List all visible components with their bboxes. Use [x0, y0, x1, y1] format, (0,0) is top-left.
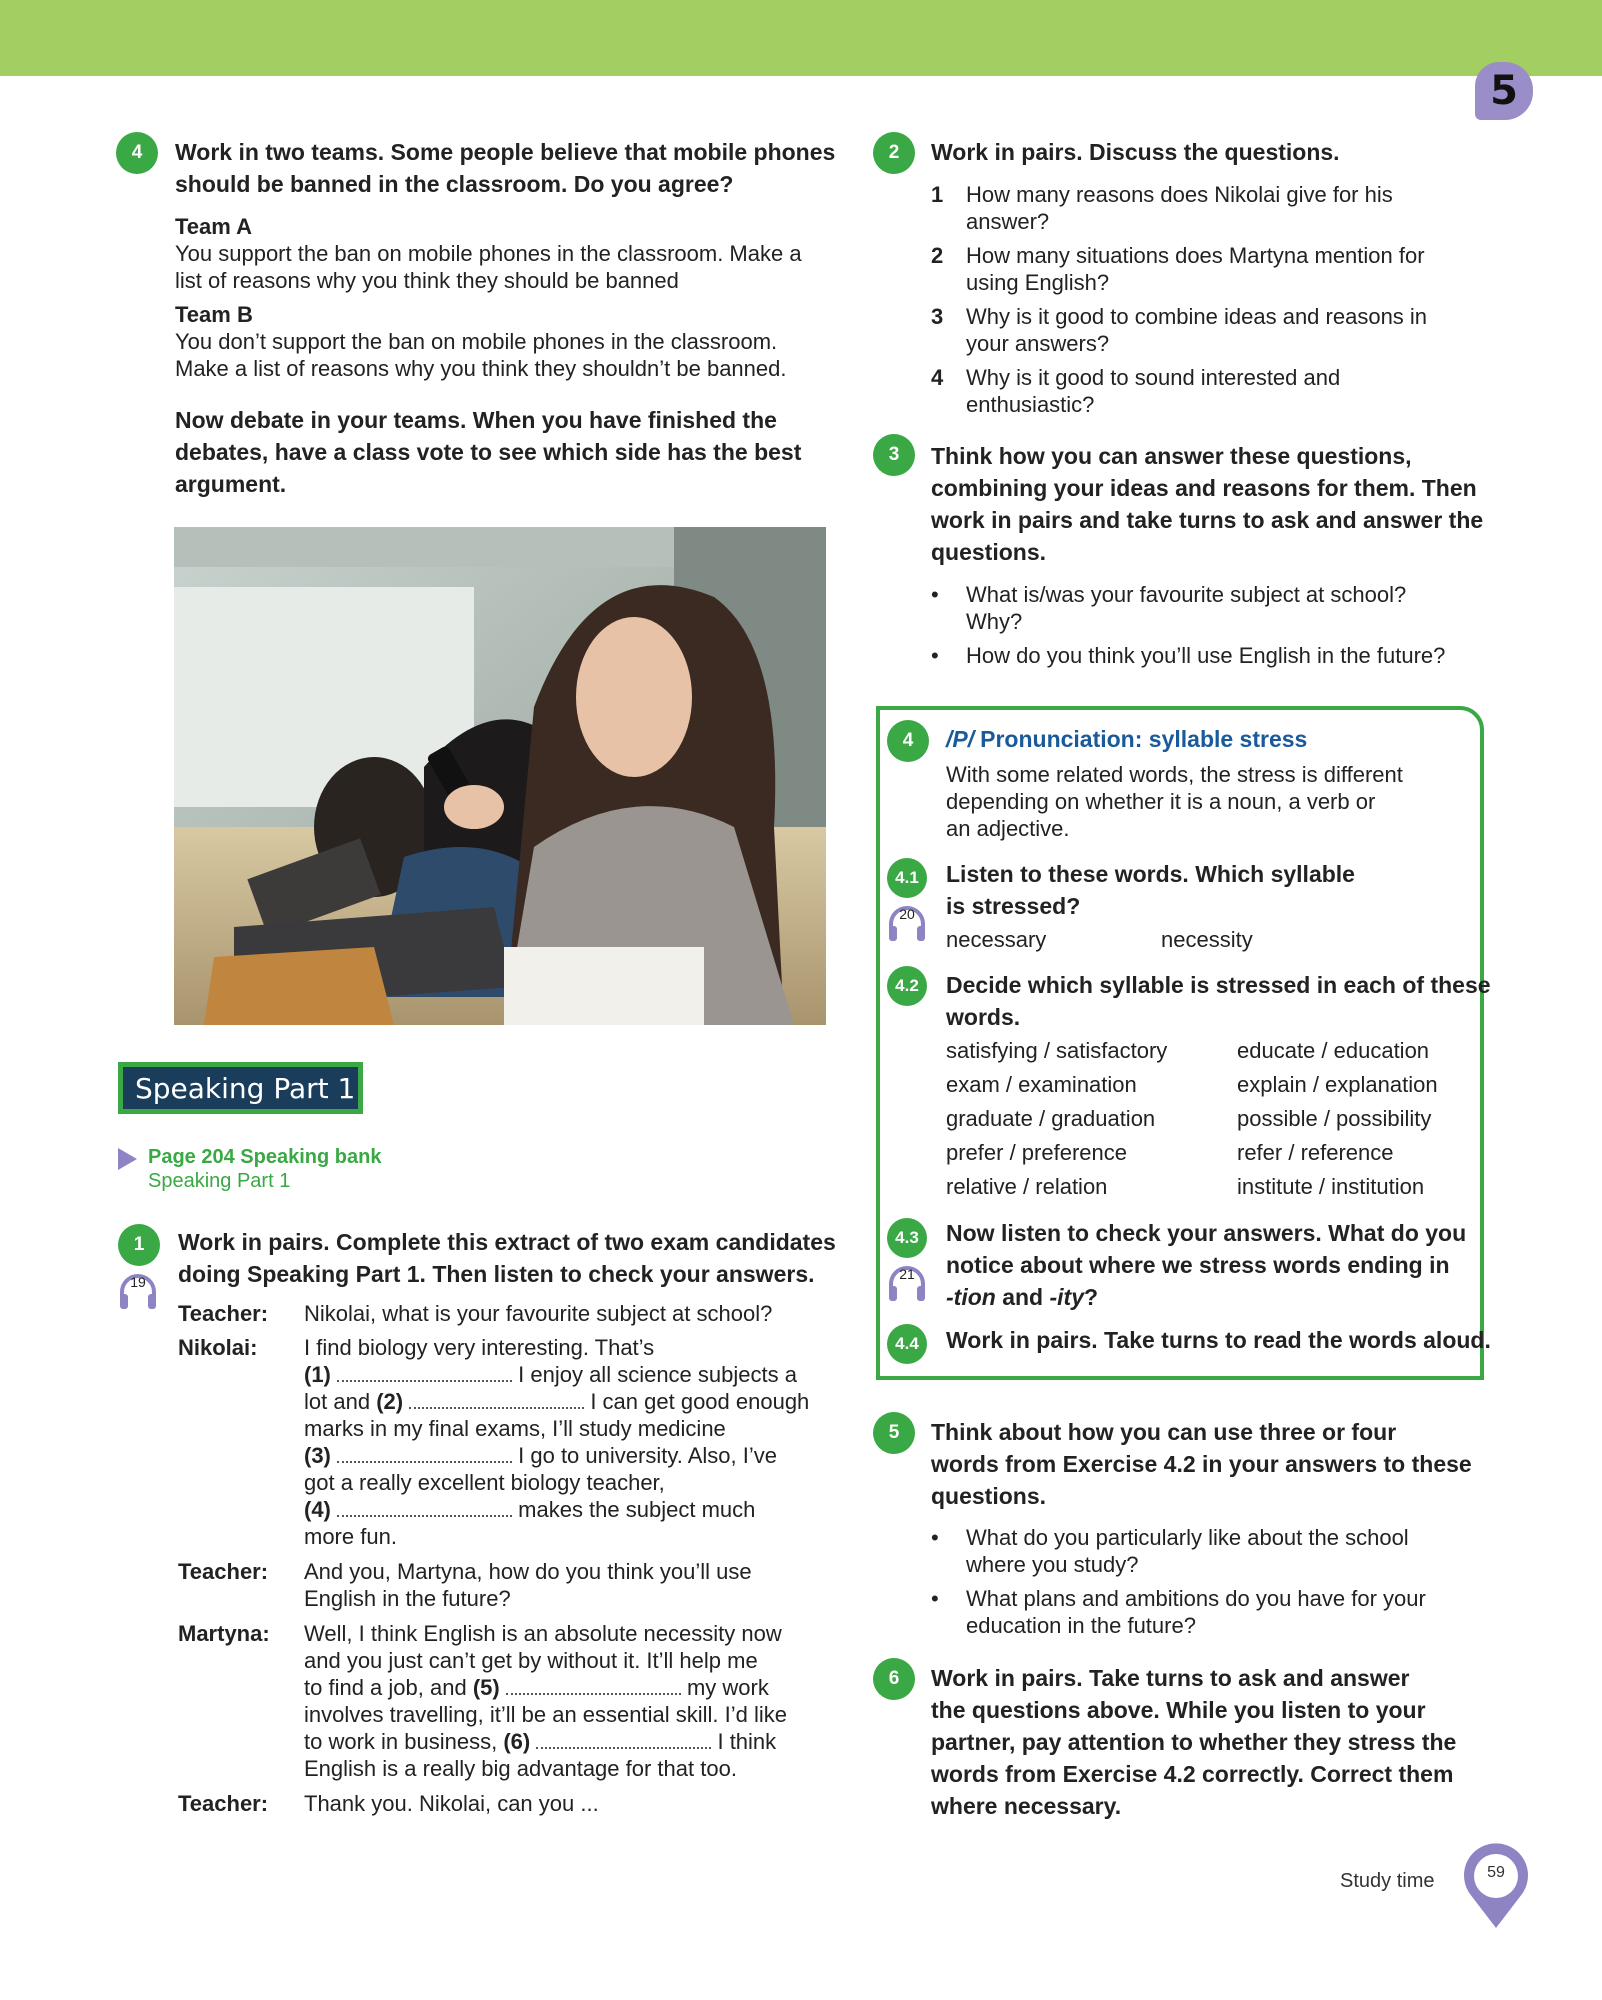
- subexercise-heading: Listen to these words. Which syllable: [946, 861, 1355, 887]
- top-color-bar: [0, 0, 1602, 76]
- word-pair: relative / relation: [946, 1174, 1108, 1199]
- pronunciation-intro: depending on whether it is a noun, a verb or: [946, 789, 1376, 814]
- dialogue-line: [304, 1496, 755, 1523]
- debate-instruction: Now debate in your teams. When you have finished the: [175, 407, 777, 433]
- team-a-text: list of reasons why you think they should be banned: [175, 268, 679, 293]
- gap-number: (6): [503, 1729, 531, 1754]
- exercise-number: 4: [116, 132, 158, 174]
- page-number: 59: [1487, 1864, 1505, 1881]
- team-b-label: Team B: [175, 302, 253, 327]
- dialogue-text: I enjoy all science subjects a: [518, 1362, 797, 1387]
- word-pair: explain / explanation: [1237, 1072, 1438, 1097]
- subexercise-heading: words.: [946, 1004, 1021, 1030]
- audio-track-number: 19: [130, 1274, 146, 1290]
- suffix-connector: and: [1002, 1284, 1044, 1310]
- bullet-question: What plans and ambitions do you have for your: [966, 1586, 1426, 1611]
- exercise-number: 5: [873, 1412, 915, 1454]
- pronunciation-intro: With some related words, the stress is different: [946, 762, 1403, 787]
- word-pair: graduate / graduation: [946, 1106, 1156, 1131]
- exercise-heading: Think about how you can use three or four: [931, 1419, 1397, 1445]
- suffix-text: -ity: [1049, 1284, 1084, 1310]
- question-number: 3: [931, 304, 944, 329]
- footer-label: Study time: [1340, 1870, 1435, 1892]
- dialogue-line: Thank you. Nikolai, can you ...: [304, 1791, 599, 1816]
- speaking-bank-link[interactable]: Page 204 Speaking bank: [148, 1146, 382, 1168]
- question-text: How many situations does Martyna mention for: [966, 243, 1425, 268]
- bullet-question: How do you think you’ll use English in the future?: [966, 643, 1446, 668]
- exercise-heading: Work in two teams. Some people believe that mobile phones: [175, 139, 836, 165]
- speaker-label: Martyna:: [178, 1621, 270, 1646]
- speaker-label: Nikolai:: [178, 1335, 258, 1360]
- bullet-question: education in the future?: [966, 1613, 1196, 1638]
- gap-number: (2): [376, 1389, 404, 1414]
- pronunciation-title-text: Pronunciation: syllable stress: [980, 726, 1308, 752]
- play-arrow-icon: [118, 1148, 137, 1170]
- exercise-number: 1: [118, 1224, 160, 1266]
- dialogue-line: English is a really big advantage for that too.: [304, 1756, 737, 1781]
- audio-track-number: 20: [899, 906, 915, 922]
- word-pair: prefer / preference: [946, 1140, 1127, 1165]
- exercise-heading: where necessary.: [931, 1793, 1122, 1819]
- exercise-heading: Work in pairs. Take turns to ask and answer: [931, 1665, 1410, 1691]
- speaker-label: Teacher:: [178, 1559, 269, 1584]
- exercise-number: 2: [873, 132, 915, 174]
- subexercise-heading: Decide which syllable is stressed in each of these: [946, 972, 1491, 998]
- exercise-heading: Work in pairs. Complete this extract of two exam candidates: [178, 1229, 836, 1255]
- pronunciation-title: [946, 726, 1307, 753]
- bullet-question: Why?: [966, 609, 1023, 634]
- gap-number: (1): [304, 1362, 331, 1387]
- question-number: 1: [931, 182, 944, 207]
- subexercise-number: 4.4: [887, 1324, 927, 1364]
- bullet-icon: •: [931, 643, 939, 668]
- section-title: Speaking Part 1: [118, 1062, 363, 1114]
- stress-word: necessity: [1161, 927, 1253, 952]
- speaker-label: Teacher:: [178, 1301, 269, 1326]
- word-pair: satisfying / satisfactory: [946, 1038, 1168, 1063]
- dialogue-text: my work: [686, 1675, 769, 1700]
- dialogue-text: I go to university. Also, I’ve: [518, 1443, 777, 1468]
- team-b-text: You don’t support the ban on mobile phones in the classroom.: [175, 329, 778, 354]
- dialogue-line: [304, 1388, 809, 1415]
- question-text: your answers?: [966, 331, 1110, 356]
- debate-instruction: debates, have a class vote to see which side has the best: [175, 439, 802, 465]
- dialogue-text: to work in business,: [304, 1729, 498, 1754]
- dialogue-text: to find a job, and: [304, 1675, 467, 1700]
- dialogue-line: [304, 1728, 776, 1755]
- question-text: enthusiastic?: [966, 392, 1095, 417]
- bullet-icon: •: [931, 1586, 939, 1611]
- word-pair: possible / possibility: [1237, 1106, 1432, 1131]
- exercise-heading: Think how you can answer these questions,: [931, 443, 1412, 469]
- exercise-heading: combining your ideas and reasons for them. Then: [931, 475, 1477, 501]
- dialogue-line: I find biology very interesting. That’s: [304, 1335, 655, 1360]
- subexercise-heading: Work in pairs. Take turns to read the words aloud.: [946, 1327, 1491, 1353]
- question-mark: ?: [1083, 1284, 1099, 1310]
- subexercise-number: 4.3: [887, 1218, 927, 1258]
- gap-number: (5): [472, 1675, 500, 1700]
- audio-track-number: 21: [899, 1266, 915, 1282]
- exercise-heading: work in pairs and take turns to ask and answer the: [931, 507, 1484, 533]
- exercise-heading: words from Exercise 4.2 in your answers to these: [931, 1451, 1472, 1477]
- dialogue-text: I think: [717, 1729, 777, 1754]
- word-pair: institute / institution: [1237, 1174, 1425, 1199]
- question-number: 2: [931, 243, 944, 268]
- gap-number: (4): [304, 1497, 331, 1522]
- dialogue-line: Well, I think English is an absolute necessity now: [304, 1621, 782, 1646]
- question-text: Why is it good to sound interested and: [966, 365, 1341, 390]
- team-a-text: You support the ban on mobile phones in the classroom. Make a: [175, 241, 802, 266]
- dialogue-text: I can get good enough: [590, 1389, 810, 1414]
- gap-number: (3): [304, 1443, 331, 1468]
- unit-number-badge: 5: [1475, 62, 1533, 120]
- answer-gap[interactable]: [337, 1445, 512, 1463]
- classroom-photo: [174, 527, 826, 1025]
- answer-gap[interactable]: [536, 1731, 711, 1749]
- exercise-heading: words from Exercise 4.2 correctly. Correct them: [931, 1761, 1454, 1787]
- pronunciation-intro: an adjective.: [946, 816, 1070, 841]
- dialogue-text: makes the subject much: [518, 1497, 756, 1522]
- question-text: answer?: [966, 209, 1050, 234]
- debate-instruction: argument.: [175, 471, 287, 497]
- exercise-heading: Work in pairs. Discuss the questions.: [931, 139, 1340, 165]
- answer-gap[interactable]: [337, 1499, 512, 1517]
- team-b-text: Make a list of reasons why you think they shouldn’t be banned.: [175, 356, 787, 381]
- suffix-text: -tion: [946, 1284, 996, 1310]
- bullet-question: What is/was your favourite subject at school?: [966, 582, 1407, 607]
- dialogue-line: [304, 1361, 797, 1388]
- pronunciation-icon: /P/: [946, 726, 975, 752]
- question-number: 4: [931, 365, 944, 390]
- stress-word: necessary: [946, 927, 1047, 952]
- speaker-label: Teacher:: [178, 1791, 269, 1816]
- dialogue-line: Nikolai, what is your favourite subject at school?: [304, 1301, 773, 1326]
- exercise-heading: doing Speaking Part 1. Then listen to check your answers.: [178, 1261, 815, 1287]
- subexercise-number: 4.2: [887, 966, 927, 1006]
- dialogue-line: English in the future?: [304, 1586, 511, 1611]
- subexercise-heading: notice about where we stress words ending in: [946, 1252, 1450, 1278]
- word-pair: exam / examination: [946, 1072, 1137, 1097]
- word-pair: refer / reference: [1237, 1140, 1394, 1165]
- word-pair: educate / education: [1237, 1038, 1430, 1063]
- exercise-heading: questions.: [931, 539, 1047, 565]
- exercise-heading: the questions above. While you listen to your: [931, 1697, 1426, 1723]
- exercise-heading: questions.: [931, 1483, 1047, 1509]
- page-number-pin: [1458, 1842, 1534, 1932]
- question-text: Why is it good to combine ideas and reasons in: [966, 304, 1428, 329]
- exercise-heading: partner, pay attention to whether they stress the: [931, 1729, 1457, 1755]
- bullet-icon: •: [931, 582, 939, 607]
- question-text: using English?: [966, 270, 1110, 295]
- answer-gap[interactable]: [337, 1364, 512, 1382]
- answer-gap[interactable]: [506, 1677, 681, 1695]
- subexercise-heading: is stressed?: [946, 893, 1081, 919]
- bullet-question: What do you particularly like about the school: [966, 1525, 1409, 1550]
- speaking-bank-sublink[interactable]: Speaking Part 1: [148, 1170, 291, 1192]
- subexercise-heading: Now listen to check your answers. What do you: [946, 1220, 1467, 1246]
- subexercise-heading: [946, 1281, 1098, 1313]
- dialogue-line: got a really excellent biology teacher,: [304, 1470, 665, 1495]
- dialogue-line: [304, 1442, 777, 1469]
- dialogue-text: lot and: [304, 1389, 371, 1414]
- dialogue-line: [304, 1674, 769, 1701]
- exercise-heading: should be banned in the classroom. Do you agree?: [175, 171, 734, 197]
- bullet-question: where you study?: [966, 1552, 1139, 1577]
- exercise-number: 3: [873, 434, 915, 476]
- question-text: How many reasons does Nikolai give for his: [966, 182, 1393, 207]
- exercise-number: 4: [887, 720, 929, 762]
- dialogue-line: marks in my final exams, I’ll study medicine: [304, 1416, 726, 1441]
- exercise-number: 6: [873, 1658, 915, 1700]
- dialogue-line: and you just can’t get by without it. It’ll help me: [304, 1648, 758, 1673]
- dialogue-line: involves travelling, it’ll be an essential skill. I’d like: [304, 1702, 787, 1727]
- team-a-label: Team A: [175, 214, 253, 239]
- answer-gap[interactable]: [409, 1391, 584, 1409]
- dialogue-line: more fun.: [304, 1524, 397, 1549]
- dialogue-line: And you, Martyna, how do you think you’ll use: [304, 1559, 752, 1584]
- subexercise-number: 4.1: [887, 858, 927, 898]
- bullet-icon: •: [931, 1525, 939, 1550]
